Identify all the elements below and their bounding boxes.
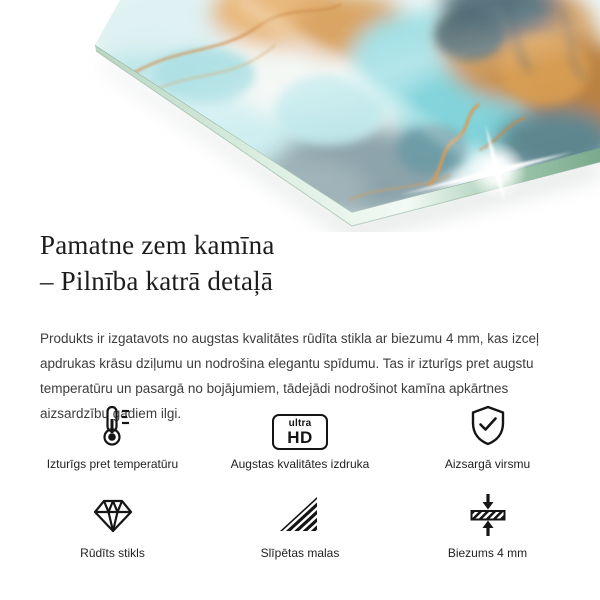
section-title-line2: – Pilnība katrā detaļā [40,265,274,296]
feature-label: Augstas kvalitātes izdruka [230,457,370,471]
feature-temperature [30,396,195,471]
feature-label: Slīpētas malas [260,546,340,560]
feature-print-quality [195,396,405,471]
section-title [40,228,560,299]
feature-polished-edges [195,485,405,560]
diamond-icon [89,485,137,539]
hero-image [0,0,600,232]
ultra-hd-text-bottom: HD [287,428,313,447]
ultra-hd-icon [272,396,328,450]
features-grid [30,396,570,560]
glass-panel-illustration [0,0,600,232]
thickness-press-icon [464,485,512,539]
ultra-hd-text-top: ultra [288,418,312,429]
description-text: Produkts ir izgatavots no augstas kvalitātes rūdīta stikla ar biezumu 4 mm, kas izceļ apdrukas krāsu dziļumu un nodrošina elegantu spīdumu. Tas ir izturīgs pret augstu temperatūru un pasargā no bojājumiem, tādejādi nodrošinot kamīna apkārtnes aizsardzību gadiem ilgi. [40,330,539,421]
section-title-line1: Pamatne zem kamīna [40,230,275,260]
feature-label: Aizsargā virsmu [444,457,531,471]
feature-label: Biezums 4 mm [447,546,528,560]
feature-label: Rūdīts stikls [80,546,145,560]
thermometer-icon [89,396,137,450]
feature-label: Izturīgs pret temperatūru [46,457,179,471]
shield-check-icon [464,396,512,450]
beveled-edges-icon [276,485,324,539]
feature-surface-protection [405,396,570,471]
feature-tempered-glass [30,485,195,560]
feature-thickness [405,485,570,560]
